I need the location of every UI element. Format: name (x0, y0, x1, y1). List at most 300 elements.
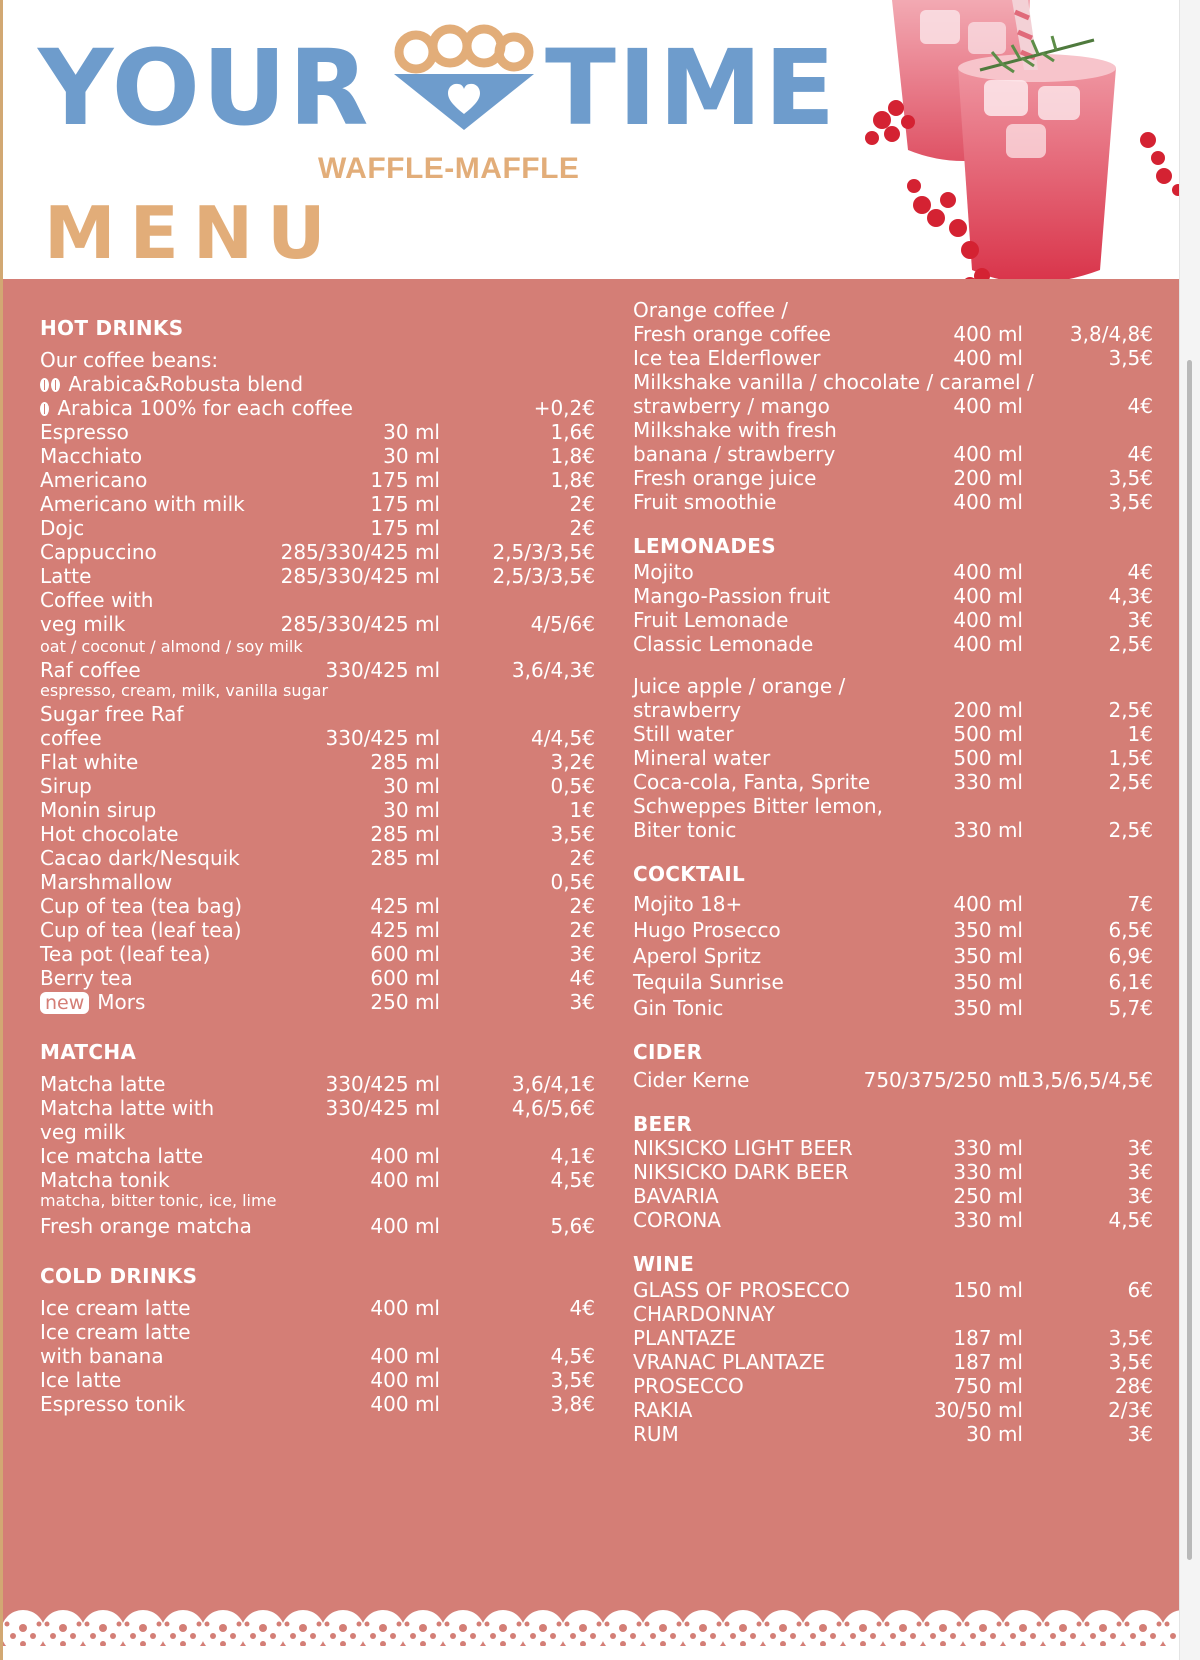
item-volume: 175 ml (370, 492, 440, 516)
item-name-text: Berry tea (40, 966, 133, 990)
lace-dot (1005, 1622, 1010, 1627)
lace-dot (1130, 1633, 1136, 1639)
item-name (633, 559, 694, 585)
item-name-text: Schweppes Bitter lemon, (633, 794, 883, 818)
item-volume: 400 ml (953, 442, 1023, 466)
item-name (40, 701, 183, 727)
lace-dot (19, 1624, 27, 1632)
item-volume: 30 ml (383, 420, 440, 444)
lace-dot (419, 1624, 427, 1632)
item-name (40, 515, 84, 541)
item-name-text: espresso, cream, milk, vanilla sugar (40, 681, 329, 700)
item-price: 4€ (1127, 394, 1153, 418)
section-title (633, 1111, 692, 1137)
item-price: 2,5/3/3,5€ (492, 564, 595, 588)
item-price: 4,5€ (550, 1168, 595, 1192)
lace-dot (1090, 1633, 1096, 1639)
item-name-text: Cup of tea (leaf tea) (40, 918, 242, 942)
item-price: 4€ (569, 966, 595, 990)
lace-dot (699, 1624, 707, 1632)
item-name-text: Fresh orange matcha (40, 1214, 252, 1238)
item-volume: 330 ml (953, 1136, 1023, 1160)
item-name-text: Ice tea Elderflower (633, 346, 821, 370)
item-name (633, 969, 784, 995)
item-volume: 750 ml (953, 1374, 1023, 1398)
item-price: 2,5/3/3,5€ (492, 540, 595, 564)
item-name (633, 769, 870, 795)
lace-dot (477, 1622, 482, 1627)
item-name (40, 587, 153, 613)
lace-dot (299, 1624, 307, 1632)
item-name (40, 845, 240, 871)
item-price: 3,5€ (1108, 1326, 1153, 1350)
section-title (633, 1039, 702, 1065)
lace-dot (930, 1633, 936, 1639)
lace-dot (590, 1633, 596, 1639)
item-price: 2,5€ (1108, 818, 1153, 842)
item-price: 6,1€ (1108, 970, 1153, 994)
lace-dot (165, 1622, 170, 1627)
lace-dot (90, 1633, 96, 1639)
item-name (633, 917, 781, 943)
item-name (40, 917, 242, 943)
lace-dot (845, 1622, 850, 1627)
item-name (40, 419, 129, 445)
lace-dot (870, 1633, 876, 1639)
waffle-heart-logo-icon (388, 22, 538, 134)
lace-dot (179, 1624, 187, 1632)
item-price: 1€ (1127, 722, 1153, 746)
item-name-text: COCKTAIL (633, 862, 746, 886)
item-name (633, 321, 831, 347)
item-volume: 350 ml (953, 996, 1023, 1020)
lace-dot (1150, 1633, 1156, 1639)
lace-dot (550, 1633, 556, 1639)
item-name-text: VRANAC PLANTAZE (633, 1350, 826, 1374)
lace-dot (939, 1624, 947, 1632)
item-name-text: Orange coffee / (633, 298, 788, 322)
item-price: 5,7€ (1108, 996, 1153, 1020)
lace-dot (157, 1622, 162, 1627)
item-name (633, 393, 830, 419)
lace-dot (270, 1633, 276, 1639)
item-price: 3€ (1127, 608, 1153, 632)
lace-dot (1139, 1624, 1147, 1632)
lace-dot (637, 1622, 642, 1627)
lace-dot (77, 1622, 82, 1627)
lace-dot (970, 1633, 976, 1639)
lace-dot (659, 1624, 667, 1632)
lace-dot (325, 1622, 330, 1627)
item-volume: 330/425 ml (325, 726, 440, 750)
item-name (633, 583, 830, 609)
item-volume: 330/425 ml (325, 658, 440, 682)
lace-dot (245, 1622, 250, 1627)
lace-dot (859, 1624, 867, 1632)
item-name (40, 637, 303, 657)
item-volume: 400 ml (953, 632, 1023, 656)
lace-dot (50, 1633, 56, 1639)
item-name-text: PROSECCO (633, 1374, 744, 1398)
item-name-text: Still water (633, 722, 734, 746)
lace-dot (990, 1633, 996, 1639)
lace-dot (779, 1624, 787, 1632)
item-name (633, 1421, 679, 1447)
item-price: 3€ (1127, 1422, 1153, 1446)
item-name-text: BAVARIA (633, 1184, 719, 1208)
lace-dot (830, 1633, 836, 1639)
item-name (633, 697, 741, 723)
item-name-text: veg milk (40, 612, 126, 636)
coffee-bean-icon (51, 378, 60, 392)
lace-dot (1157, 1622, 1162, 1627)
section-title (40, 1263, 197, 1289)
item-volume: 250 ml (370, 990, 440, 1014)
item-name-text: Mineral water (633, 746, 771, 770)
item-name-text: Our coffee beans: (40, 348, 219, 372)
item-volume: 200 ml (953, 466, 1023, 490)
item-volume: 30/50 ml (933, 1398, 1023, 1422)
item-name-text: Gin Tonic (633, 996, 724, 1020)
item-price: 3,8/4,8€ (1069, 322, 1153, 346)
item-name-text: Espresso (40, 420, 129, 444)
lace-dot (539, 1624, 547, 1632)
item-price: 3,5€ (1108, 346, 1153, 370)
lace-dot (885, 1622, 890, 1627)
item-name (633, 417, 837, 443)
lace-dot (677, 1622, 682, 1627)
item-volume: 400 ml (370, 1214, 440, 1238)
lace-dot (437, 1622, 442, 1627)
item-name (633, 607, 788, 633)
item-name-text: Coffee with (40, 588, 154, 612)
lace-dot (810, 1633, 816, 1639)
item-name (40, 1143, 203, 1169)
item-name-text: Tea pot (leaf tea) (40, 942, 211, 966)
item-volume: 30 ml (966, 1422, 1023, 1446)
item-price: 4,3€ (1108, 584, 1153, 608)
lace-dot (125, 1622, 130, 1627)
item-name-text: Ice cream latte (40, 1296, 191, 1320)
lace-dot (790, 1633, 796, 1639)
item-price: 2,5€ (1108, 770, 1153, 794)
item-name-text: RUM (633, 1422, 679, 1446)
lace-dot (1037, 1622, 1042, 1627)
item-name (633, 1183, 719, 1209)
item-price: 28€ (1114, 1374, 1153, 1398)
item-volume: 400 ml (953, 490, 1023, 514)
item-name (40, 1167, 170, 1193)
item-name-text: COLD DRINKS (40, 1264, 198, 1288)
item-volume: 330 ml (953, 770, 1023, 794)
lace-dot (430, 1633, 436, 1639)
item-name (40, 1367, 121, 1393)
lace-dot (139, 1624, 147, 1632)
item-volume: 30 ml (383, 444, 440, 468)
item-name (633, 1397, 692, 1423)
item-name-text: BEER (633, 1112, 693, 1136)
lace-dot (1045, 1622, 1050, 1627)
item-name-text: Flat white (40, 750, 139, 774)
lace-dot (285, 1622, 290, 1627)
item-name-text: Marshmallow (40, 870, 173, 894)
item-volume: 400 ml (370, 1144, 440, 1168)
item-name-text: Fresh orange juice (633, 466, 817, 490)
item-price: 4,6/5,6€ (511, 1096, 595, 1120)
lace-dot (619, 1624, 627, 1632)
lace-dot (1170, 1633, 1176, 1639)
lace-dot (819, 1624, 827, 1632)
lace-dot (925, 1622, 930, 1627)
item-price: 0,5€ (550, 870, 595, 894)
item-volume: 330 ml (953, 1208, 1023, 1232)
scrollbar-thumb[interactable] (1187, 360, 1192, 1560)
item-price: 2,5€ (1108, 698, 1153, 722)
item-volume: 285/330/425 ml (280, 564, 440, 588)
lace-dot (330, 1633, 336, 1639)
item-volume: 750/375/250 ml (863, 1068, 1023, 1092)
item-name (633, 1373, 744, 1399)
item-volume: 425 ml (370, 918, 440, 942)
item-name-text: Hugo Prosecco (633, 918, 781, 942)
item-price: 4/4,5€ (531, 726, 595, 750)
item-name-text: MATCHA (40, 1040, 137, 1064)
item-price: 3,5€ (550, 822, 595, 846)
lace-dot (1019, 1624, 1027, 1632)
lace-dot (957, 1622, 962, 1627)
item-name-text: Coca-cola, Fanta, Sprite (633, 770, 871, 794)
item-volume: 400 ml (953, 608, 1023, 632)
lace-dot (30, 1633, 36, 1639)
lace-dot (450, 1633, 456, 1639)
item-volume: 400 ml (370, 1344, 440, 1368)
item-volume: 400 ml (953, 584, 1023, 608)
item-name (633, 793, 883, 819)
item-name (40, 941, 210, 967)
lace-dot (1077, 1622, 1082, 1627)
lace-dot (290, 1633, 296, 1639)
lace-dot (690, 1633, 696, 1639)
menu-title: MENU (44, 191, 340, 275)
item-volume: 330/425 ml (325, 1072, 440, 1096)
item-price: 6€ (1127, 1278, 1153, 1302)
item-price: 2€ (569, 918, 595, 942)
item-name (40, 467, 147, 493)
lace-dot (365, 1622, 370, 1627)
lace-dot (339, 1624, 347, 1632)
item-name (633, 1277, 850, 1303)
lace-dot (1165, 1622, 1170, 1627)
item-name-text: veg milk (40, 1120, 126, 1144)
lace-dot (317, 1622, 322, 1627)
item-name-text: Sirup (40, 774, 92, 798)
lace-dot (277, 1622, 282, 1627)
item-name (40, 1095, 214, 1121)
item-price: 4€ (569, 1296, 595, 1320)
lace-dot (37, 1622, 42, 1627)
item-name (40, 989, 145, 1015)
item-price: 7€ (1127, 892, 1153, 916)
item-name-text: NIKSICKO DARK BEER (633, 1160, 849, 1184)
lace-dot (1110, 1633, 1116, 1639)
item-name-text: Cacao dark/Nesquik (40, 846, 240, 870)
lace-dot (1125, 1622, 1130, 1627)
item-price: 3,5€ (1108, 490, 1153, 514)
lace-dot (205, 1622, 210, 1627)
item-price: 4,5€ (1108, 1208, 1153, 1232)
item-price: 4,1€ (550, 1144, 595, 1168)
lace-dot (379, 1624, 387, 1632)
lace-dot (45, 1622, 50, 1627)
lace-border (3, 1588, 1179, 1660)
item-volume: 30 ml (383, 798, 440, 822)
item-name-text: Juice apple / orange / (633, 674, 846, 698)
item-name (633, 1301, 775, 1327)
brand-word-time: TIME (545, 27, 838, 149)
lace-dot (250, 1633, 256, 1639)
new-badge: new (40, 992, 89, 1014)
item-name-text: Macchiato (40, 444, 143, 468)
item-name-text: Matcha tonik (40, 1168, 170, 1192)
item-name (40, 491, 245, 517)
item-volume: 330 ml (953, 818, 1023, 842)
item-price: 6,5€ (1108, 918, 1153, 942)
item-price: 3,6/4,3€ (511, 658, 595, 682)
lace-dot (350, 1633, 356, 1639)
item-name-text: matcha, bitter tonic, ice, lime (40, 1191, 277, 1210)
lace-dot (670, 1633, 676, 1639)
lace-dot (1050, 1633, 1056, 1639)
lace-dot (1030, 1633, 1036, 1639)
item-name (40, 563, 91, 589)
item-price: 1,6€ (550, 420, 595, 444)
item-price: 3,8€ (550, 1392, 595, 1416)
lace-dot (445, 1622, 450, 1627)
item-name (40, 371, 303, 397)
item-volume: 330/425 ml (325, 1096, 440, 1120)
item-name (633, 631, 813, 657)
item-name-text: Tequila Sunrise (633, 970, 784, 994)
lace-dot (850, 1633, 856, 1639)
item-name-text: RAKIA (633, 1398, 693, 1422)
item-name-text: Ice cream latte (40, 1320, 191, 1344)
item-name (633, 345, 820, 371)
lace-dot (499, 1624, 507, 1632)
item-name-text: NIKSICKO LIGHT BEER (633, 1136, 853, 1160)
lace-dot (630, 1633, 636, 1639)
item-volume: 500 ml (953, 746, 1023, 770)
lace-dot (805, 1622, 810, 1627)
item-price: 1€ (569, 798, 595, 822)
lace-dot (237, 1622, 242, 1627)
item-price: 2€ (569, 492, 595, 516)
lace-dot (310, 1633, 316, 1639)
lace-dot (70, 1633, 76, 1639)
lace-dot (490, 1633, 496, 1639)
lace-dot (725, 1622, 730, 1627)
item-name (40, 1213, 252, 1239)
lace-dot (899, 1624, 907, 1632)
lace-dot (530, 1633, 536, 1639)
lace-dot (717, 1622, 722, 1627)
item-name (633, 891, 742, 917)
lace-dot (579, 1624, 587, 1632)
item-price: 4,5€ (550, 1344, 595, 1368)
lace-dot (1070, 1633, 1076, 1639)
coffee-bean-icon (40, 402, 49, 416)
item-price: 2€ (569, 846, 595, 870)
lace-dot (1085, 1622, 1090, 1627)
item-price: 3,5€ (1108, 466, 1153, 490)
item-volume: 175 ml (370, 468, 440, 492)
section-title (40, 1039, 136, 1065)
item-volume: 285/330/425 ml (280, 540, 440, 564)
lace-dot (917, 1622, 922, 1627)
item-name-text: Cider Kerne (633, 1068, 750, 1092)
section-title (633, 1251, 694, 1277)
item-name (633, 1067, 749, 1093)
item-volume: 350 ml (953, 970, 1023, 994)
lace-dot (645, 1622, 650, 1627)
item-name (633, 1349, 825, 1375)
item-volume: 400 ml (370, 1368, 440, 1392)
item-volume: 600 ml (370, 966, 440, 990)
item-name (40, 443, 142, 469)
item-volume: 187 ml (953, 1350, 1023, 1374)
item-name-text: Espresso tonik (40, 1392, 186, 1416)
item-volume: 400 ml (370, 1168, 440, 1192)
lace-dot (5, 1622, 10, 1627)
lace-dot (370, 1633, 376, 1639)
item-name-text: HOT DRINKS (40, 316, 184, 340)
lace-dot (397, 1622, 402, 1627)
item-price: +0,2€ (533, 396, 595, 420)
item-name-text: Biter tonic (633, 818, 737, 842)
item-price: 3,5€ (1108, 1350, 1153, 1374)
item-name (40, 1119, 125, 1145)
lace-dot (510, 1633, 516, 1639)
item-volume: 600 ml (370, 942, 440, 966)
item-price: 3€ (1127, 1160, 1153, 1184)
item-name (633, 721, 734, 747)
item-name-text: Mango-Passion fruit (633, 584, 831, 608)
lace-dot (739, 1624, 747, 1632)
section-title (633, 533, 776, 559)
lace-dot (1099, 1624, 1107, 1632)
item-name (40, 681, 328, 701)
item-price: 1,8€ (550, 468, 595, 492)
item-name-text: Milkshake vanilla / chocolate / caramel / (633, 370, 1034, 394)
item-name (40, 773, 92, 799)
item-name (633, 1159, 849, 1185)
lace-dot (770, 1633, 776, 1639)
item-volume: 250 ml (953, 1184, 1023, 1208)
item-name-text: Classic Lemonade (633, 632, 814, 656)
item-volume: 187 ml (953, 1326, 1023, 1350)
item-name-text: Mors (97, 990, 146, 1014)
item-price: 4€ (1127, 442, 1153, 466)
item-name-text: Matcha latte (40, 1072, 166, 1096)
lace-dot (570, 1633, 576, 1639)
lace-dot (357, 1622, 362, 1627)
lace-dot (230, 1633, 236, 1639)
item-name-text: Ice matcha latte (40, 1144, 204, 1168)
section-title (40, 315, 183, 341)
item-volume: 285/330/425 ml (280, 612, 440, 636)
lace-dot (485, 1622, 490, 1627)
lace-dot (110, 1633, 116, 1639)
item-price: 3,5€ (550, 1368, 595, 1392)
